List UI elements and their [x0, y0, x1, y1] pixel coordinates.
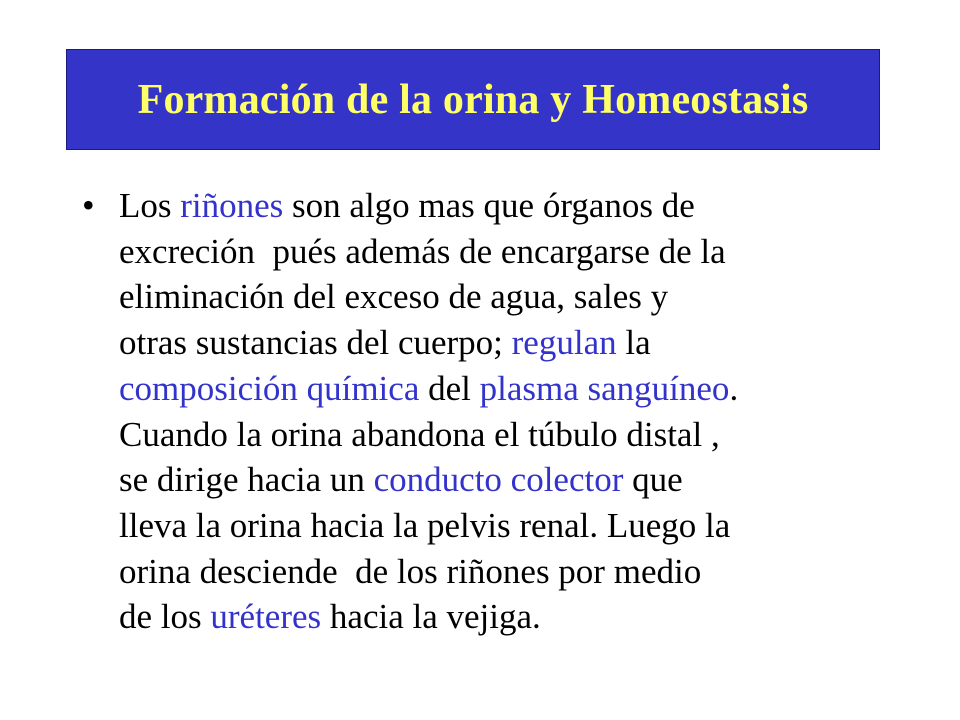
text-segment: Cuando la orina abandona el túbulo distal ,: [119, 414, 720, 454]
paragraph-line: [119, 412, 882, 458]
highlighted-term: uréteres: [210, 597, 322, 637]
paragraph-line: [119, 366, 882, 412]
text-segment: otras sustancias del cuerpo;: [119, 323, 512, 363]
text-segment: se dirige hacia un: [119, 460, 374, 500]
paragraph-line: [119, 274, 882, 320]
text-segment: del: [419, 368, 480, 408]
highlighted-term: plasma sanguíneo: [479, 368, 730, 408]
text-segment: .: [729, 368, 739, 408]
text-segment: orina desciende de los riñones por medio: [119, 551, 702, 591]
highlighted-term: riñones: [180, 186, 284, 225]
paragraph-line: [119, 457, 882, 503]
paragraph-line: [119, 503, 882, 549]
paragraph-line: [119, 183, 882, 229]
highlighted-term: regulan: [511, 323, 617, 363]
text-segment: Los: [119, 186, 181, 225]
text-segment: excreción pués además de encargarse de la: [119, 231, 726, 271]
text-segment: que: [623, 460, 683, 500]
paragraph-line: [119, 229, 882, 275]
text-segment: son algo mas que órganos de: [283, 186, 695, 225]
bullet-item: [82, 183, 882, 640]
bullet-paragraph: [119, 183, 882, 640]
paragraph-line: [119, 594, 882, 640]
text-segment: lleva la orina hacia la pelvis renal. Luego la: [119, 505, 731, 545]
bullet-icon: •: [82, 185, 95, 225]
paragraph-line: [119, 320, 882, 366]
highlighted-term: conducto colector: [373, 460, 624, 500]
paragraph-line: [119, 549, 882, 595]
text-segment: hacia la vejiga.: [321, 597, 541, 637]
slide-title: Formación de la orina y Homeostasis: [137, 76, 809, 123]
text-segment: eliminación del exceso de agua, sales y: [119, 277, 669, 317]
text-segment: de los: [119, 597, 211, 637]
highlighted-term: composición química: [119, 368, 420, 408]
text-segment: la: [616, 323, 651, 363]
title-banner: [66, 49, 880, 150]
